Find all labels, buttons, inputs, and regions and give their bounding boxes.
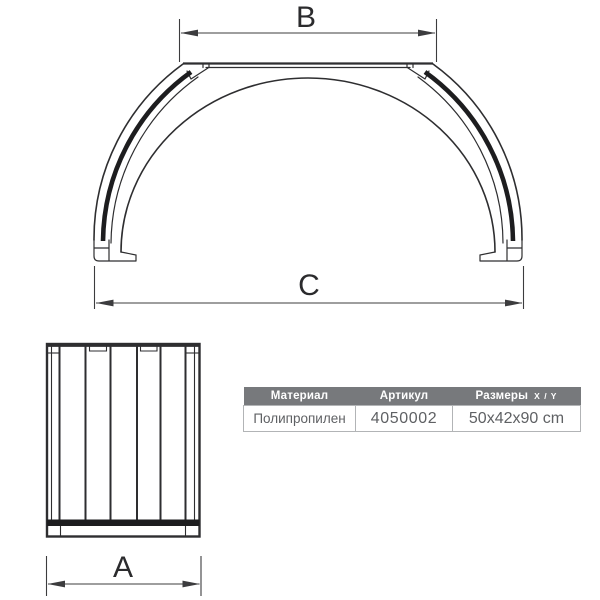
spec-dimensions-value: 50x42x90 cm <box>453 406 581 432</box>
spec-header-material: Материал <box>244 387 356 406</box>
arch-left-foot <box>94 240 136 261</box>
dimension-a-label: A <box>112 551 134 584</box>
dim-c-arrow-right <box>505 300 523 307</box>
arch-inner-arc <box>121 78 495 252</box>
spec-header-dimensions-sub: X / Y <box>534 391 558 401</box>
front-view-arch <box>94 1 524 309</box>
dim-b-arrow-left <box>181 30 199 37</box>
dimension-b <box>180 1 437 62</box>
arch-left-flange <box>94 64 198 243</box>
arch-right-foot <box>480 240 522 261</box>
arch-top-edge <box>183 64 433 68</box>
spec-table <box>243 387 581 432</box>
dimension-b-label: B <box>295 1 317 34</box>
dim-c-arrow-left <box>96 300 114 307</box>
arch-right-flange <box>418 64 522 243</box>
dimension-a <box>47 551 202 596</box>
spec-header-row <box>244 387 581 406</box>
panel-outline <box>47 344 200 537</box>
dimension-c-label: C <box>298 269 320 302</box>
top-view-panel <box>46 344 201 596</box>
spec-material-value: Полипропилен <box>244 406 356 432</box>
spec-header-article: Артикул <box>356 387 453 406</box>
dim-a-arrow-right <box>183 581 201 588</box>
spec-article-value: 4050002 <box>356 406 453 432</box>
dim-b-arrow-right <box>418 30 436 37</box>
spec-table-container <box>243 387 580 432</box>
dimension-c <box>95 266 524 309</box>
dim-a-arrow-left <box>48 581 66 588</box>
spec-value-row <box>244 406 581 432</box>
spec-header-dimensions <box>453 387 581 406</box>
spec-header-dimensions-text: Размеры <box>475 390 529 402</box>
